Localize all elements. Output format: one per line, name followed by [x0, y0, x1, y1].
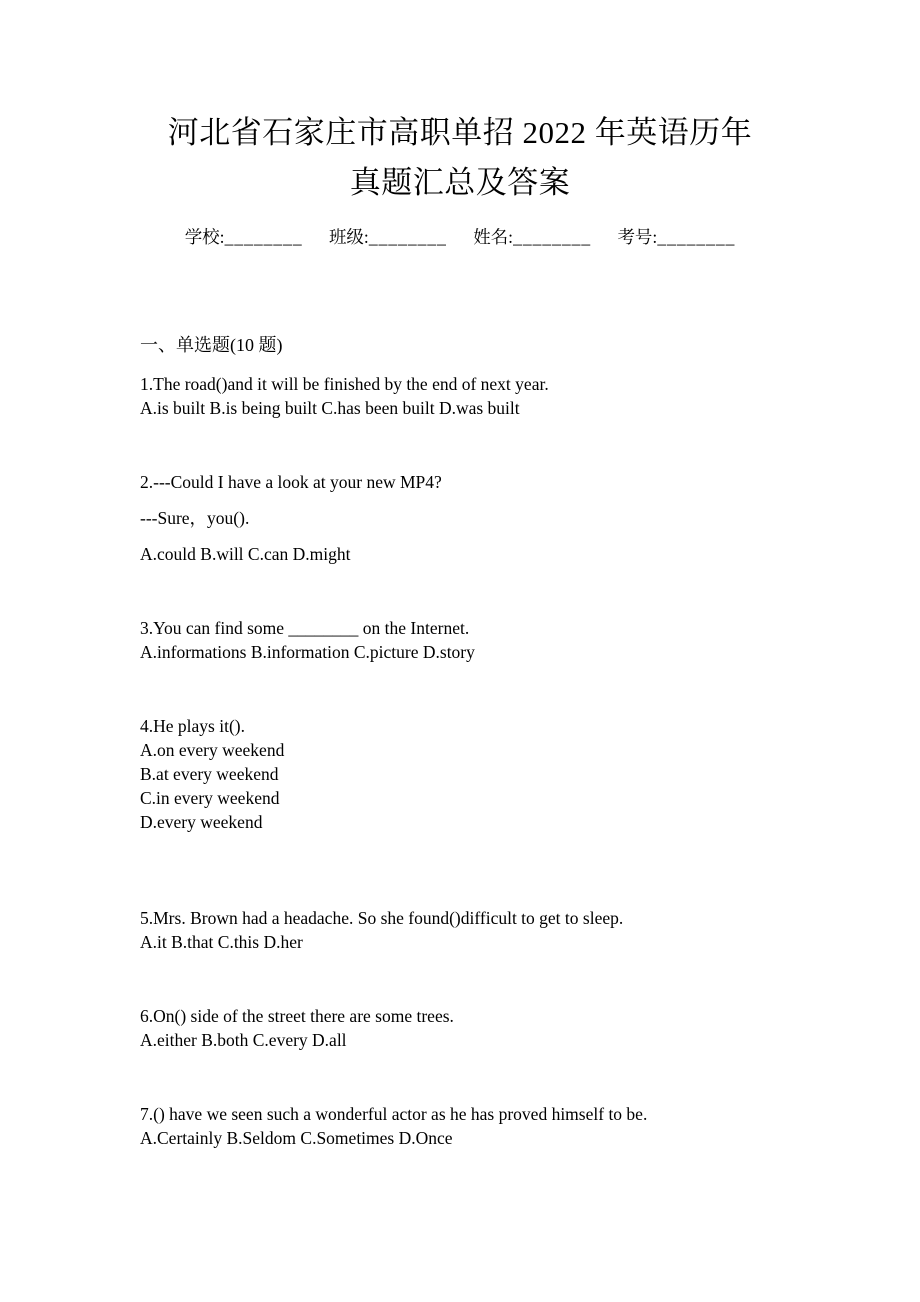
exam-number-field	[617, 224, 735, 250]
question-4-option-c: C.in every weekend	[140, 788, 280, 808]
question-4-option-d: D.every weekend	[140, 812, 263, 832]
name-field	[473, 224, 591, 250]
school-field	[185, 224, 303, 250]
class-field	[329, 224, 447, 250]
question-5	[140, 906, 780, 954]
document-title-line2: 真题汇总及答案	[349, 165, 571, 200]
question-2-line1: 2.---Could I have a look at your new MP4?	[140, 472, 442, 492]
class-label: 班级:	[328, 227, 369, 247]
exam-number-blank: ________	[657, 227, 736, 247]
student-info-line	[140, 224, 780, 250]
question-5-text: 5.Mrs. Brown had a headache. So she found()difficult to get to sleep.	[140, 908, 624, 928]
question-2	[140, 470, 780, 566]
class-blank: ________	[368, 227, 447, 247]
question-7-options: A.Certainly B.Seldom C.Sometimes D.Once	[140, 1128, 453, 1148]
question-3-options: A.informations B.information C.picture D.story	[140, 642, 475, 662]
question-6	[140, 1004, 780, 1052]
question-1	[140, 372, 780, 420]
document-title-line1: 河北省石家庄市高职单招 2022 年英语历年	[167, 115, 753, 150]
question-1-text: 1.The road()and it will be finished by the end of next year.	[140, 374, 549, 394]
question-6-options: A.either B.both C.every D.all	[140, 1030, 347, 1050]
question-2-options: A.could B.will C.can D.might	[140, 544, 351, 564]
school-blank: ________	[224, 227, 303, 247]
question-7-text: 7.() have we seen such a wonderful actor as he has proved himself to be.	[140, 1104, 648, 1124]
name-label: 姓名:	[473, 227, 514, 247]
document-title	[140, 108, 780, 208]
question-4-option-a: A.on every weekend	[140, 740, 285, 760]
question-1-options: A.is built B.is being built C.has been built D.was built	[140, 398, 520, 418]
question-4-option-b: B.at every weekend	[140, 764, 279, 784]
question-2-line2: ---Sure，you().	[140, 508, 250, 528]
question-4	[140, 714, 780, 834]
question-5-options: A.it B.that C.this D.her	[140, 932, 303, 952]
question-4-text: 4.He plays it().	[140, 716, 245, 736]
school-label: 学校:	[184, 227, 225, 247]
question-7	[140, 1102, 780, 1150]
question-3-text: 3.You can find some ________ on the Internet.	[140, 618, 470, 638]
question-6-text: 6.On() side of the street there are some trees.	[140, 1006, 454, 1026]
question-3	[140, 616, 780, 664]
section-heading: 一、单选题(10 题)	[140, 335, 283, 355]
name-blank: ________	[513, 227, 592, 247]
exam-number-label: 考号:	[617, 227, 658, 247]
